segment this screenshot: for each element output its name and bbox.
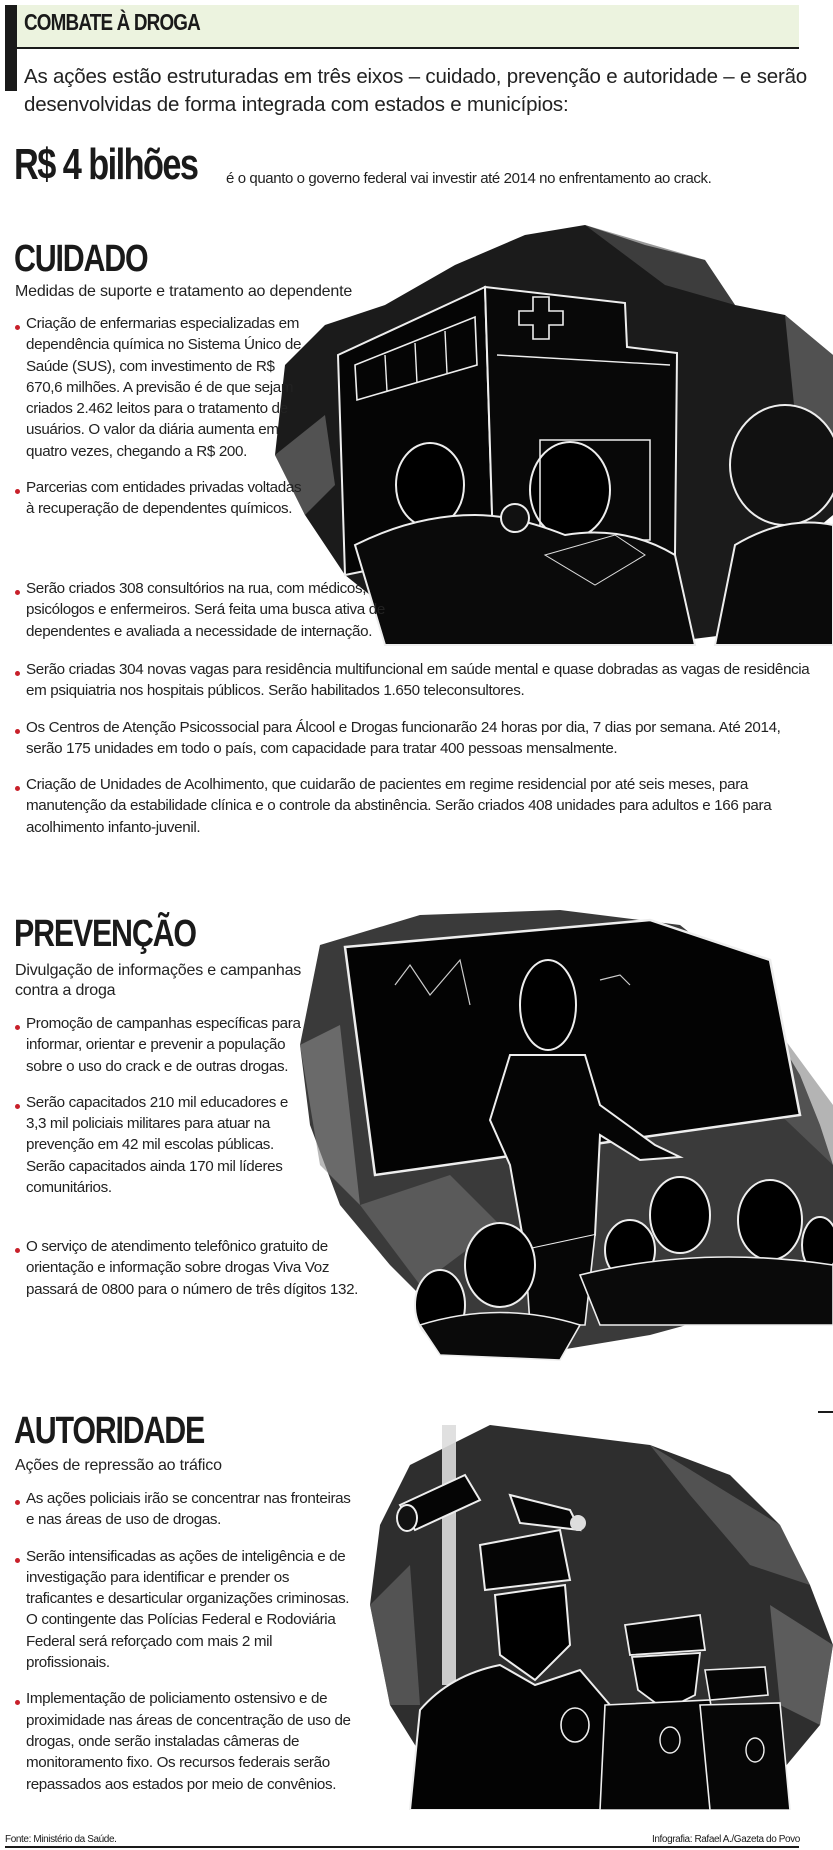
- bullet-dot-icon: [15, 786, 20, 791]
- section-title-autoridade: AUTORIDADE: [14, 1410, 205, 1452]
- budget-amount: R$ 4 bilhões: [14, 140, 198, 189]
- section-subtitle-autoridade: Ações de repressão ao tráfico: [15, 1457, 222, 1474]
- budget-highlight: [14, 140, 712, 190]
- bullet-dot-icon: [15, 1104, 20, 1109]
- prevencao-bullet-list: [10, 1013, 310, 1213]
- bullet-dot-icon: [15, 729, 20, 734]
- prevencao-bullet-list-2: [10, 1236, 370, 1315]
- bullet-dot-icon: [15, 1700, 20, 1705]
- bullet-dot-icon: [15, 1025, 20, 1030]
- source-note: Fonte: Ministério da Saúde.: [5, 1834, 117, 1845]
- cuidado-bullet-list: [10, 313, 310, 535]
- bullet-dot-icon: [15, 489, 20, 494]
- bullet-dot-icon: [15, 1558, 20, 1563]
- cuidado-bullet-list-wide: [10, 659, 810, 853]
- page-title: COMBATE À DROGA: [24, 9, 200, 35]
- intro-paragraph: As ações estão estruturadas em três eixos – cuidado, prevenção e autoridade – e serão desenvolvidas de forma integrada com estados e municípios:: [24, 65, 807, 116]
- header-accent-bar: [5, 5, 17, 91]
- list-item: Criação de Unidades de Acolhimento, que cuidarão de pacientes em regime residencial por até seis meses, para manutenção da estabilidade clínica e o controle da abstinência. Serão criados 408 unidades para adultos e 166 para acolhimento infanto-juvenil.: [10, 774, 810, 838]
- list-item: Parcerias com entidades privadas voltadas à recuperação de dependentes químicos.: [10, 477, 310, 520]
- bullet-dot-icon: [15, 590, 20, 595]
- list-item: Serão criados 308 consultórios na rua, com médicos, psicólogos e enfermeiros. Será feita uma busca ativa de dependentes e avaliada a necessidade de internação.: [10, 578, 410, 642]
- section-subtitle-prevencao: Divulgação de informações e campanhas contra a droga: [15, 962, 302, 999]
- bullet-dot-icon: [15, 325, 20, 330]
- classroom-teacher-illustration: [300, 905, 833, 1365]
- section-title-prevencao: PREVENÇÃO: [14, 913, 196, 955]
- cuidado-bullet-list-2: [10, 578, 410, 657]
- footer-rule: [5, 1846, 799, 1848]
- bullet-dot-icon: [15, 1248, 20, 1253]
- bullet-dot-icon: [15, 671, 20, 676]
- bullet-dot-icon: [15, 1500, 20, 1505]
- list-item: Criação de enfermarias especializadas em dependência química no Sistema Único de Saúde (SUS), com investimento de R$ 670,6 milhões. A previsão é de que sejam criados 2.462 leitos para o tratamento de usuários. O valor da diária aumenta em quatro vezes, chegando a R$ 200.: [10, 313, 310, 462]
- list-item: Os Centros de Atenção Psicossocial para Álcool e Drogas funcionarão 24 horas por dia, 7 dias por semana. Até 2014, serão 175 unidades em todo o país, com capacidade para tratar 400 pessoas mensalmente.: [10, 717, 810, 760]
- section-title-cuidado: CUIDADO: [14, 238, 148, 280]
- list-item: Serão capacitados 210 mil educadores e 3,3 mil policiais militares para atuar na prevenção em 42 mil escolas públicas. Serão capacitados ainda 170 mil líderes comunitários.: [10, 1092, 310, 1198]
- column-rule-mark: [818, 1411, 833, 1413]
- list-item: Promoção de campanhas específicas para informar, orientar e prevenir a população sobre o uso do crack e de outras drogas.: [10, 1013, 310, 1077]
- section-subtitle-cuidado: Medidas de suporte e tratamento ao dependente: [15, 283, 353, 300]
- list-item: O serviço de atendimento telefônico gratuito de orientação e informação sobre drogas Viva Voz passará de 0800 para o número de três dígitos 132.: [10, 1236, 370, 1300]
- credit-note: Infografia: Rafael A./Gazeta do Povo: [652, 1834, 800, 1845]
- police-surveillance-illustration: [370, 1405, 833, 1810]
- list-item: Serão intensificadas as ações de inteligência e de investigação para identificar e prender os traficantes e desarticular organizações criminosas. O contingente das Polícias Federal e Rodoviária Federal será reforçado com mais 2 mil profissionais.: [10, 1546, 355, 1674]
- autoridade-bullet-list: [10, 1488, 355, 1810]
- list-item: Implementação de policiamento ostensivo e de proximidade nas áreas de concentração de uso de drogas, onde serão instaladas câmeras de monitoramento fixo. Os recursos federais serão repassados aos estados por meio de convênios.: [10, 1688, 355, 1794]
- list-item: As ações policiais irão se concentrar nas fronteiras e nas áreas de uso de drogas.: [10, 1488, 355, 1531]
- budget-text: é o quanto o governo federal vai investir até 2014 no enfrentamento ao crack.: [226, 170, 712, 187]
- list-item: Serão criadas 304 novas vagas para residência multifuncional em saúde mental e quase dobradas as vagas de residência em psiquiatria nos hospitais públicos. Serão habilitados 1.650 teleconsultores.: [10, 659, 810, 702]
